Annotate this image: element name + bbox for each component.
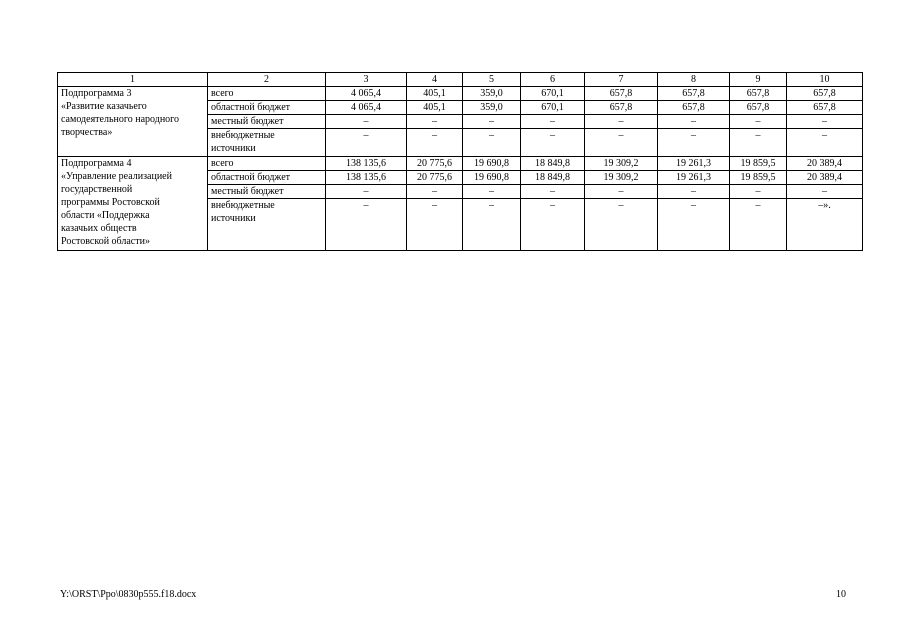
subprogram-name-line: самодеятельного народного bbox=[61, 114, 180, 125]
source-line: источники bbox=[211, 213, 256, 224]
value-cell: 657,8 bbox=[585, 101, 658, 115]
value-cell: 19 261,3 bbox=[658, 157, 730, 171]
value-cell: 138 135,6 bbox=[326, 157, 407, 171]
value-cell: 20 389,4 bbox=[787, 157, 863, 171]
subprogram-name-line: государственной bbox=[61, 184, 133, 195]
value-cell: – bbox=[787, 185, 863, 199]
header-cell: 4 bbox=[407, 73, 463, 87]
value-cell: 405,1 bbox=[407, 87, 463, 101]
value-cell: 18 849,8 bbox=[521, 171, 585, 185]
value-cell: 657,8 bbox=[585, 87, 658, 101]
value-cell: – bbox=[463, 199, 521, 251]
header-cell: 3 bbox=[326, 73, 407, 87]
header-cell: 7 bbox=[585, 73, 658, 87]
header-cell: 2 bbox=[208, 73, 326, 87]
subprogram-name-line: «Развитие казачьего bbox=[61, 101, 147, 112]
value-cell: 670,1 bbox=[521, 101, 585, 115]
value-cell: – bbox=[326, 199, 407, 251]
value-cell: 670,1 bbox=[521, 87, 585, 101]
value-cell: – bbox=[521, 185, 585, 199]
header-cell: 8 bbox=[658, 73, 730, 87]
value-cell: – bbox=[521, 129, 585, 157]
value-cell: 20 775,6 bbox=[407, 171, 463, 185]
source-line: внебюджетные bbox=[211, 200, 275, 211]
value-cell: 138 135,6 bbox=[326, 171, 407, 185]
source-line: внебюджетные bbox=[211, 130, 275, 141]
table-row bbox=[58, 157, 863, 171]
header-cell: 6 bbox=[521, 73, 585, 87]
header-cell: 1 bbox=[58, 73, 208, 87]
value-cell: 19 309,2 bbox=[585, 171, 658, 185]
value-cell: 20 389,4 bbox=[787, 171, 863, 185]
subprogram-name-line: «Управление реализацией bbox=[61, 171, 172, 182]
value-cell: –». bbox=[787, 199, 863, 251]
value-cell: – bbox=[658, 199, 730, 251]
footer-file-path: Y:\ORST\Ppo\0830p555.f18.docx bbox=[60, 589, 197, 600]
value-cell: – bbox=[463, 129, 521, 157]
value-cell: – bbox=[658, 129, 730, 157]
value-cell: 405,1 bbox=[407, 101, 463, 115]
source-cell: всего bbox=[208, 157, 326, 171]
source-cell bbox=[208, 129, 326, 157]
source-cell: местный бюджет bbox=[208, 115, 326, 129]
table-row bbox=[58, 87, 863, 101]
subprogram-name-line: казачьих обществ bbox=[61, 223, 137, 234]
value-cell: – bbox=[521, 115, 585, 129]
source-cell bbox=[208, 199, 326, 251]
value-cell: – bbox=[407, 199, 463, 251]
subprogram-name-line: Ростовской области» bbox=[61, 236, 150, 247]
source-line: источники bbox=[211, 143, 256, 154]
footer-page-number: 10 bbox=[836, 589, 846, 600]
value-cell: – bbox=[730, 129, 787, 157]
value-cell: – bbox=[521, 199, 585, 251]
value-cell: – bbox=[730, 185, 787, 199]
value-cell: – bbox=[585, 129, 658, 157]
value-cell: 19 690,8 bbox=[463, 157, 521, 171]
value-cell: – bbox=[407, 129, 463, 157]
header-cell: 5 bbox=[463, 73, 521, 87]
value-cell: 19 309,2 bbox=[585, 157, 658, 171]
value-cell: 657,8 bbox=[658, 87, 730, 101]
value-cell: – bbox=[787, 115, 863, 129]
value-cell: 19 261,3 bbox=[658, 171, 730, 185]
source-cell: областной бюджет bbox=[208, 101, 326, 115]
value-cell: 20 775,6 bbox=[407, 157, 463, 171]
value-cell: – bbox=[326, 115, 407, 129]
value-cell: 657,8 bbox=[787, 101, 863, 115]
value-cell: 18 849,8 bbox=[521, 157, 585, 171]
subprogram-name-line: Подпрограмма 4 bbox=[61, 158, 132, 169]
value-cell: 657,8 bbox=[730, 87, 787, 101]
value-cell: – bbox=[585, 199, 658, 251]
value-cell: 657,8 bbox=[787, 87, 863, 101]
value-cell: 359,0 bbox=[463, 101, 521, 115]
budget-table bbox=[57, 72, 863, 251]
header-row bbox=[58, 73, 863, 87]
value-cell: 19 690,8 bbox=[463, 171, 521, 185]
value-cell: 4 065,4 bbox=[326, 101, 407, 115]
value-cell: 657,8 bbox=[658, 101, 730, 115]
header-cell: 9 bbox=[730, 73, 787, 87]
value-cell: – bbox=[585, 185, 658, 199]
value-cell: – bbox=[326, 185, 407, 199]
value-cell: – bbox=[463, 185, 521, 199]
value-cell: – bbox=[407, 115, 463, 129]
source-cell: местный бюджет bbox=[208, 185, 326, 199]
header-cell: 10 bbox=[787, 73, 863, 87]
subprogram-4-name bbox=[58, 157, 208, 251]
value-cell: – bbox=[658, 115, 730, 129]
source-cell: областной бюджет bbox=[208, 171, 326, 185]
value-cell: – bbox=[730, 199, 787, 251]
subprogram-name-line: Подпрограмма 3 bbox=[61, 88, 132, 99]
subprogram-name-line: творчества» bbox=[61, 127, 113, 138]
value-cell: 359,0 bbox=[463, 87, 521, 101]
value-cell: 19 859,5 bbox=[730, 171, 787, 185]
value-cell: – bbox=[787, 129, 863, 157]
subprogram-name-line: области «Поддержка bbox=[61, 210, 150, 221]
value-cell: – bbox=[585, 115, 658, 129]
subprogram-name-line: программы Ростовской bbox=[61, 197, 160, 208]
subprogram-3-name bbox=[58, 87, 208, 157]
value-cell: – bbox=[463, 115, 521, 129]
value-cell: – bbox=[326, 129, 407, 157]
value-cell: – bbox=[730, 115, 787, 129]
value-cell: – bbox=[658, 185, 730, 199]
value-cell: 657,8 bbox=[730, 101, 787, 115]
value-cell: 4 065,4 bbox=[326, 87, 407, 101]
value-cell: 19 859,5 bbox=[730, 157, 787, 171]
value-cell: – bbox=[407, 185, 463, 199]
source-cell: всего bbox=[208, 87, 326, 101]
